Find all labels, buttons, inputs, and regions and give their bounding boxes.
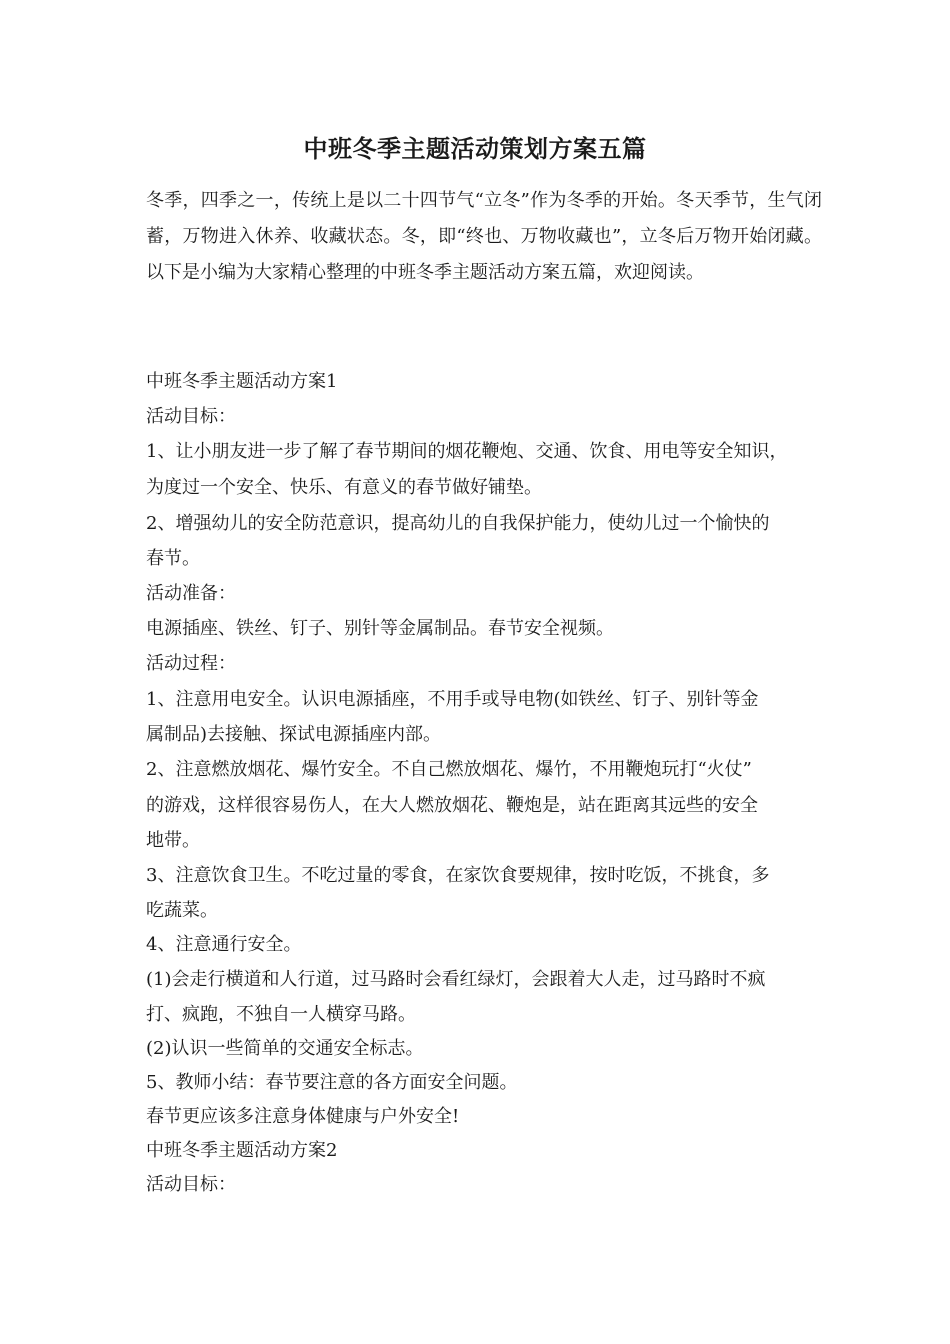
text-line: 的游戏，这样很容易伤人，在大人燃放烟花、鞭炮是，站在距离其远些的安全 <box>146 795 758 816</box>
text-line: 春节更应该多注意身体健康与户外安全! <box>146 1106 460 1127</box>
document-title: 中班冬季主题活动策划方案五篇 <box>303 134 647 163</box>
text-line: (2)认识一些简单的交通安全标志。 <box>146 1038 424 1059</box>
text-line: 5、教师小结：春节要注意的各方面安全问题。 <box>146 1072 518 1093</box>
section-heading: 中班冬季主题活动方案2 <box>146 1140 338 1161</box>
section-heading: 中班冬季主题活动方案1 <box>146 371 338 392</box>
intro-paragraph: 冬季，四季之一，传统上是以二十四节气“立冬”作为冬季的开始。冬天季节，生气闭蓄，万物进入休养、收藏状态。冬，即“终也、万物收藏也”，立冬后万物开始闭藏。以下是小编为大家精心整理的中班冬季主题活动方案五篇，欢迎阅读。 <box>146 190 822 283</box>
text-line: 1、注意用电安全。认识电源插座，不用手或导电物(如铁丝、钉子、别针等金 <box>146 689 759 710</box>
text-line: 4、注意通行安全。 <box>146 934 302 955</box>
subheading-goals: 活动目标： <box>146 406 236 427</box>
text-line: 打、疯跑，不独自一人横穿马路。 <box>146 1004 416 1025</box>
text-line: 1、让小朋友进一步了解了春节期间的烟花鞭炮、交通、饮食、用电等安全知识， <box>146 441 788 462</box>
text-line: 属制品)去接触、探试电源插座内部。 <box>146 724 442 745</box>
document-body <box>146 364 822 1202</box>
text-line: 地带。 <box>146 830 200 851</box>
text-line: 2、注意燃放烟花、爆竹安全。不自己燃放烟花、爆竹，不用鞭炮玩打“火仗” <box>146 759 752 780</box>
text-line: 春节。 <box>146 548 200 569</box>
subheading-goals: 活动目标： <box>146 1174 236 1195</box>
text-line: 3、注意饮食卫生。不吃过量的零食，在家饮食要规律，按时吃饭，不挑食，多 <box>146 865 770 886</box>
text-line: 2、增强幼儿的安全防范意识，提高幼儿的自我保护能力，使幼儿过一个愉快的 <box>146 513 770 534</box>
text-line: 吃蔬菜。 <box>146 900 218 921</box>
text-line: 电源插座、铁丝、钉子、别针等金属制品。春节安全视频。 <box>146 618 614 639</box>
text-line: (1)会走行横道和人行道，过马路时会看红绿灯，会跟着大人走，过马路时不疯 <box>146 969 766 990</box>
subheading-process: 活动过程： <box>146 653 236 674</box>
text-line: 为度过一个安全、快乐、有意义的春节做好铺垫。 <box>146 477 542 498</box>
subheading-preparation: 活动准备： <box>146 583 236 604</box>
